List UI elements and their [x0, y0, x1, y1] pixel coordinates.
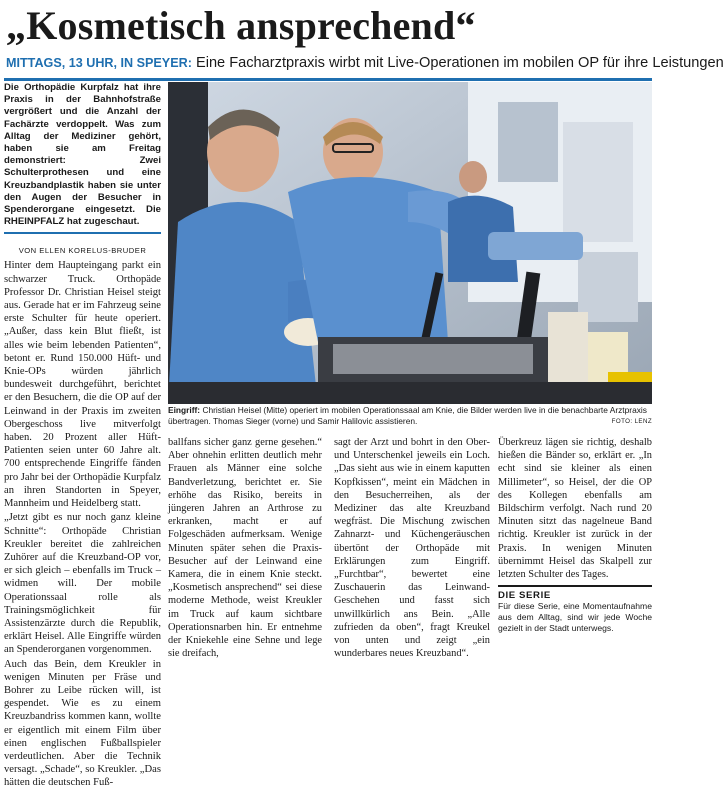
- caption-lead: Eingriff:: [168, 405, 201, 415]
- left-column: [4, 82, 161, 789]
- subheadline: [6, 53, 724, 73]
- series-box-text: Für diese Serie, eine Momentaufnahme aus dem Alltag, sind wir jede Woche gezielt in der Stadt unterwegs.: [498, 601, 652, 634]
- headline-rule: [4, 78, 652, 81]
- headline: „Kosmetisch ansprechend“: [6, 3, 476, 48]
- paragraph: sagt der Arzt und bohrt in den Ober- und Unterschenkel jeweils ein Loch. „Das sieht aus wie in einem kaputten Kopfkissen“, meint ein Mädchen in den Besucherreihen, als der Mediziner das alte Kreuzband wegfräst. Die Mischung zwischen Zahnarzt- und Küchengeräuschen übertönt der Orthopäde mit Erklärungen zum Eingriff. „Furchtbar“, bewertet eine Zuschauerin das Leinwand-Geschehen und fasst sich unwillkürlich ans Bein. „Alle zufrieden da oben“, fragt Kreukel von unten und zeigt „ein wunderbares neues Kreuzband“.: [334, 437, 490, 660]
- body-column-4: [498, 436, 652, 634]
- paragraph: ballfans sicher ganz gerne gesehen.“ Aber ohnehin erlitten deutlich mehr Frauen als Männer eine solche Bandverletzung, berichtet er. Sie erhöhe das Risiko, bereits in jüngeren Jahren an Arthrose zu erkranken, macht er auf Folgeschäden aufmerksam. Wenige Minuten später sehen die Praxis-Besucher auf der Leinwand eine Kamera, die in einem Knie steckt. „Kosmetisch ansprechend“ sei diese moderne Methode, weist Kreukler im Truck auf kaum sichtbare Operationsnarben hin. Er entnehme der Kniekehle eine Sehne und lege sie dreifach,: [168, 437, 322, 660]
- paragraph: Auch das Bein, dem Kreukler in wenigen Minuten per Fräse und Bohrer zu Leibe rücken will, ist gespendet. Wie es zu einem Kreuzbandriss kommen kann, wollte er eigentlich mit einem Film über einen englischen Fußballspieler verdeutlichen. Aber die Technik versagt. „Schade“, so Kreukler. „Das hätten die deutschen Fuß-: [4, 658, 161, 789]
- body-column-3: [334, 436, 490, 660]
- series-box-title: DIE SERIE: [498, 585, 652, 601]
- paragraph: Hinter dem Haupteingang parkt ein schwarzer Truck. Orthopäde Professor Dr. Christian Heisel steigt aus. Gerade hat er im Fahrzeug seine erste Schulter für heute operiert. „Außer, dass kein Blut fließt, ist alles wie beim lebenden Patienten“, betont er. Rund 150.000 Hüft- und Knie-OPs würden jährlich bundesweit durchgeführt, berichtet er den Besuchern, die die OP auf der Leinwand in der Praxis im zweiten Obergeschoss live mitverfolgt haben. 20 Prozent aller Hüft-Patienten seien unter 60 Jahre alt. 700 entsprechende Eingriffe fänden pro Jahr bei der Orthopädie Kurpfalz an ihren Standorten in Speyer, Mannheim und Heidelberg statt.: [4, 260, 161, 510]
- subhead-kicker: MITTAGS, 13 UHR, IN SPEYER:: [6, 56, 192, 70]
- teaser: [4, 82, 161, 234]
- surgery-photo-illustration: [168, 82, 652, 404]
- subhead-text: Eine Facharztpraxis wirbt mit Live-Operationen im mobilen OP für ihre Leistungen: [195, 55, 724, 71]
- article-photo: [168, 82, 652, 404]
- teaser-tail: hat zugeschaut.: [66, 216, 140, 228]
- teaser-brand: RHEINPFALZ: [4, 216, 65, 228]
- byline: VON ELLEN KORELUS-BRUDER: [18, 246, 147, 256]
- teaser-text: Die Orthopädie Kurpfalz hat ihre Praxis in der Bahnhofstraße vergrößert und die Anzahl der Fachärzte verdoppelt. Was zum Alltag der Mediziner gehört, haben sie am Freitag demonstriert: Zwei Schulterprothesen und eine Kreuzbandplastik haben sie unter den Augen der Besucher in Spenderorgane eingesetzt. Die: [4, 82, 161, 216]
- paragraph: Überkreuz lägen sie richtig, deshalb hießen die Bänder so, erklärt er. „In echt sind sie kleiner als einen Millimeter“, so Heisel, der die OP des Kollegen ebenfalls am Bildschirm verfolgt. Nach rund 20 Minuten sitzt das nagelneue Band richtig. Kreukler ist zurück in der Praxis. In wenigen Minuten übernimmt Heisel das Skalpell zur letzten Schulter des Tages.: [498, 437, 652, 581]
- paragraph: „Jetzt gibt es nur noch ganz kleine Schnitte“: Orthopäde Christian Kreukler bereitet die zahlreichen Zuhörer auf die Kreuzband-OP vor, er sich gleich – ebenfalls im Truck – widmen will. Der mobile Operationssaal rolle als Trainingsmöglichkeit für Assistenzärzte durch die Republik, erklärt Heisel. Alle Eingriffe würden an Spenderorganen vorgenommen.: [4, 512, 161, 656]
- photo-credit: FOTO: LENZ: [609, 418, 652, 425]
- caption-text: Christian Heisel (Mitte) operiert im mobilen Operationssaal am Knie, die Bilder werden live in die benachbarte Arztpraxis übertragen. Thomas Sieger (vorne) und Samir Halilovic assistieren.: [168, 405, 647, 427]
- body-column-2: [168, 436, 322, 660]
- photo-caption: [168, 405, 652, 429]
